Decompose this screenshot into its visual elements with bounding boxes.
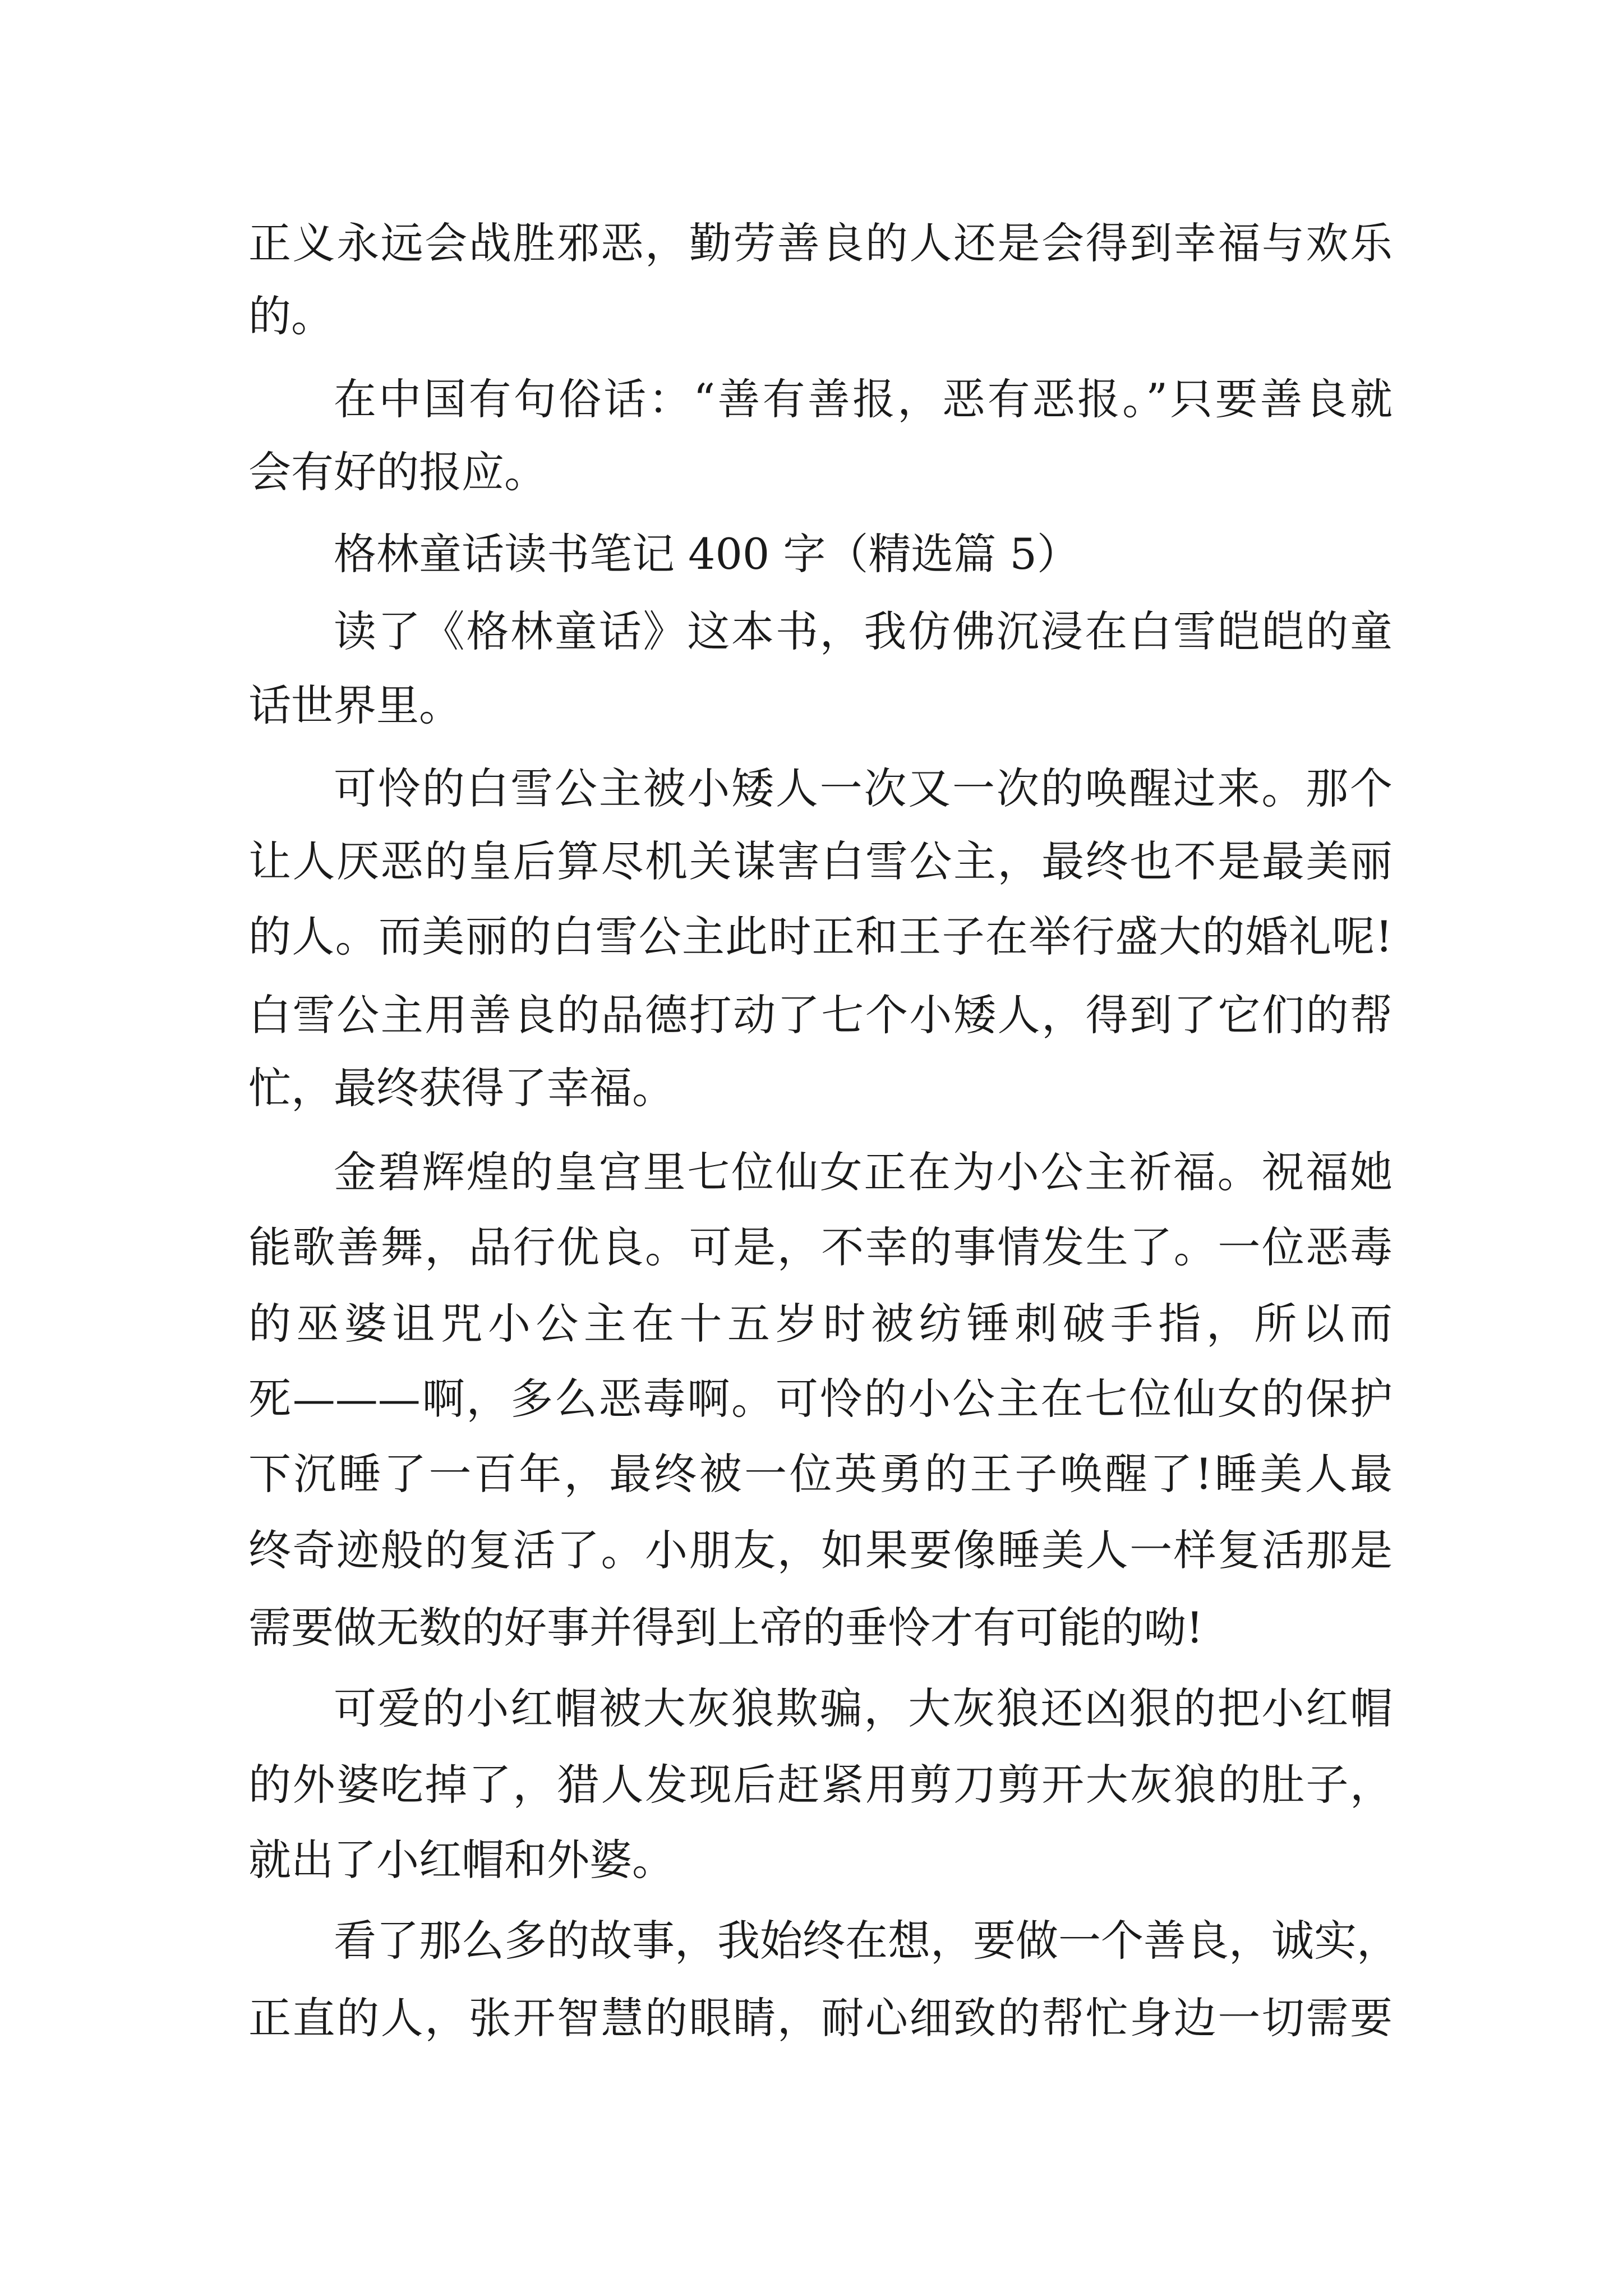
- text-line: 正直的人，张开智慧的眼睛，耐心细致的帮忙身边一切需要: [248, 1993, 1393, 2043]
- text-line: 正义永远会战胜邪恶，勤劳善良的人还是会得到幸福与欢乐: [248, 218, 1393, 268]
- text-line: 的外婆吃掉了，猎人发现后赶紧用剪刀剪开大灰狼的肚子，: [248, 1760, 1393, 1810]
- text-line: 的巫婆诅咒小公主在十五岁时被纺锤刺破手指，所以而: [248, 1299, 1393, 1349]
- text-line: 的人。而美丽的白雪公主此时正和王子在举行盛大的婚礼呢!: [248, 912, 1393, 961]
- text-line: 话世界里。: [248, 680, 462, 730]
- text-line: 会有好的报应。: [248, 447, 547, 497]
- text-line: 让人厌恶的皇后算尽机关谋害白雪公主，最终也不是最美丽: [248, 836, 1393, 886]
- text-line: 可怜的白雪公主被小矮人一次又一次的唤醒过来。那个: [334, 763, 1393, 813]
- text-line: 下沉睡了一百年，最终被一位英勇的王子唤醒了!睡美人最: [248, 1449, 1393, 1499]
- text-line: 忙，最终获得了幸福。: [248, 1063, 675, 1113]
- text-line: 白雪公主用善良的品德打动了七个小矮人，得到了它们的帮: [248, 990, 1393, 1040]
- text-line: 格林童话读书笔记 400 字（精选篇 5）: [334, 529, 1080, 579]
- text-line: 看了那么多的故事，我始终在想，要做一个善良，诚实，: [334, 1916, 1399, 1966]
- text-line: 在中国有句俗话：“善有善报，恶有恶报。”只要善良就: [334, 374, 1393, 424]
- text-line: 就出了小红帽和外婆。: [248, 1835, 675, 1885]
- text-line: 可爱的小红帽被大灰狼欺骗，大灰狼还凶狠的把小红帽: [334, 1683, 1393, 1733]
- text-line: 死———啊，多么恶毒啊。可怜的小公主在七位仙女的保护: [248, 1374, 1393, 1424]
- text-line: 金碧辉煌的皇宫里七位仙女正在为小公主祈福。祝福她: [334, 1147, 1393, 1197]
- text-line: 读了《格林童话》这本书，我仿佛沉浸在白雪皑皑的童: [334, 606, 1393, 656]
- text-line: 的。: [248, 291, 334, 341]
- text-line: 终奇迹般的复活了。小朋友，如果要像睡美人一样复活那是: [248, 1525, 1393, 1575]
- text-line: 能歌善舞，品行优良。可是，不幸的事情发生了。一位恶毒: [248, 1222, 1393, 1272]
- text-line: 需要做无数的好事并得到上帝的垂怜才有可能的呦!: [248, 1603, 1204, 1653]
